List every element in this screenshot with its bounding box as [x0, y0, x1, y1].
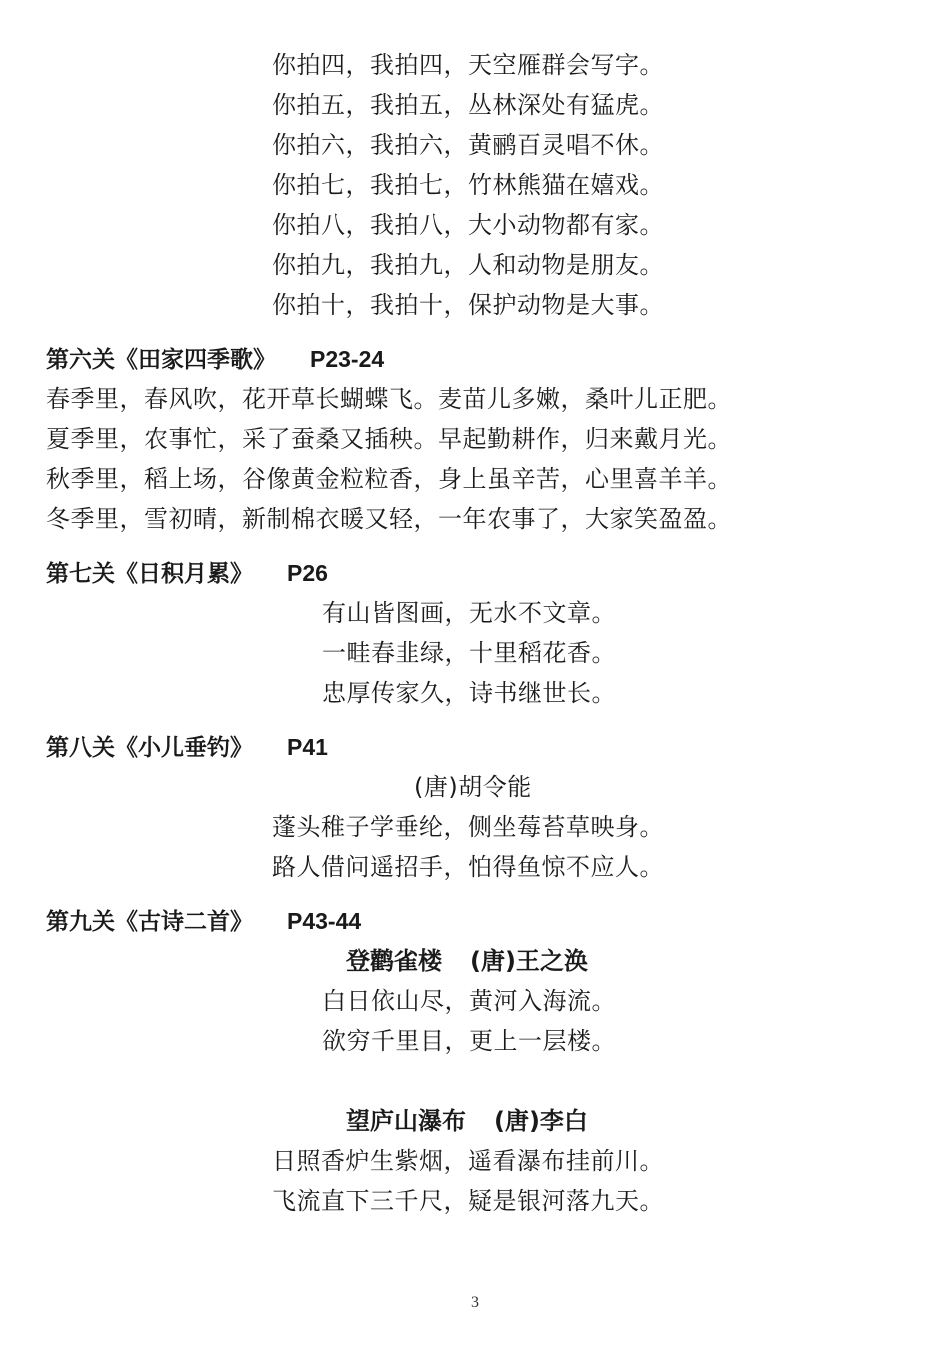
- page-reference: P43-44: [287, 908, 362, 934]
- poem-line: 路人借问遥招手，怕得鱼惊不应人。: [272, 853, 664, 881]
- poem-title-line: [346, 946, 588, 976]
- poem-author: (唐)李白: [494, 1107, 588, 1135]
- poem-line: 春季里，春风吹，花开草长蝴蝶飞。麦苗儿多嫩，桑叶儿正肥。: [46, 385, 732, 413]
- clap-song-line: 你拍九，我拍九，人和动物是朋友。: [272, 251, 664, 279]
- poem-line: 夏季里，农事忙，采了蚕桑又插秧。早起勤耕作，归来戴月光。: [46, 425, 732, 453]
- section-title: 第七关《日积月累》: [46, 561, 253, 587]
- section-heading-7: [46, 558, 328, 589]
- clap-song-line: 你拍七，我拍七，竹林熊猫在嬉戏。: [272, 171, 664, 199]
- clap-song-line: 你拍十，我拍十，保护动物是大事。: [272, 291, 664, 319]
- poem-line: 蓬头稚子学垂纶，侧坐莓苔草映身。: [272, 813, 664, 841]
- poem-title: 登鹳雀楼: [346, 947, 442, 975]
- poem-line: 欲穷千里目，更上一层楼。: [322, 1027, 616, 1055]
- poem-line: 白日依山尽，黄河入海流。: [322, 987, 616, 1015]
- page-reference: P41: [287, 734, 328, 760]
- section-title: 第九关《古诗二首》: [46, 909, 253, 935]
- poem-author: (唐)胡令能: [414, 773, 532, 801]
- section-heading-6: [46, 344, 384, 375]
- clap-song-line: 你拍四，我拍四，天空雁群会写字。: [272, 51, 664, 79]
- section-title: 第六关《田家四季歌》: [46, 347, 276, 373]
- section-heading-9: [46, 906, 361, 937]
- poem-line: 飞流直下三千尺，疑是银河落九天。: [272, 1187, 664, 1215]
- clap-song-line: 你拍六，我拍六，黄鹂百灵唱不休。: [272, 131, 664, 159]
- poem-line: 忠厚传家久，诗书继世长。: [322, 679, 616, 707]
- section-title: 第八关《小儿垂钓》: [46, 735, 253, 761]
- poem-line: 一畦春韭绿，十里稻花香。: [322, 639, 616, 667]
- poem-title: 望庐山瀑布: [346, 1107, 466, 1135]
- poem-title-line: [346, 1106, 588, 1136]
- section-heading-8: [46, 732, 328, 763]
- poem-line: 日照香炉生紫烟，遥看瀑布挂前川。: [272, 1147, 664, 1175]
- clap-song-line: 你拍五，我拍五，丛林深处有猛虎。: [272, 91, 664, 119]
- poem-line: 秋季里，稻上场，谷像黄金粒粒香，身上虽辛苦，心里喜羊羊。: [46, 465, 732, 493]
- poem-line: 有山皆图画，无水不文章。: [322, 599, 616, 627]
- page-number: 3: [471, 1294, 479, 1311]
- page-reference: P26: [287, 560, 328, 586]
- poem-author: (唐)王之涣: [470, 947, 588, 975]
- page-reference: P23-24: [310, 346, 385, 372]
- poem-line: 冬季里，雪初晴，新制棉衣暖又轻，一年农事了，大家笑盈盈。: [46, 505, 732, 533]
- clap-song-line: 你拍八，我拍八，大小动物都有家。: [272, 211, 664, 239]
